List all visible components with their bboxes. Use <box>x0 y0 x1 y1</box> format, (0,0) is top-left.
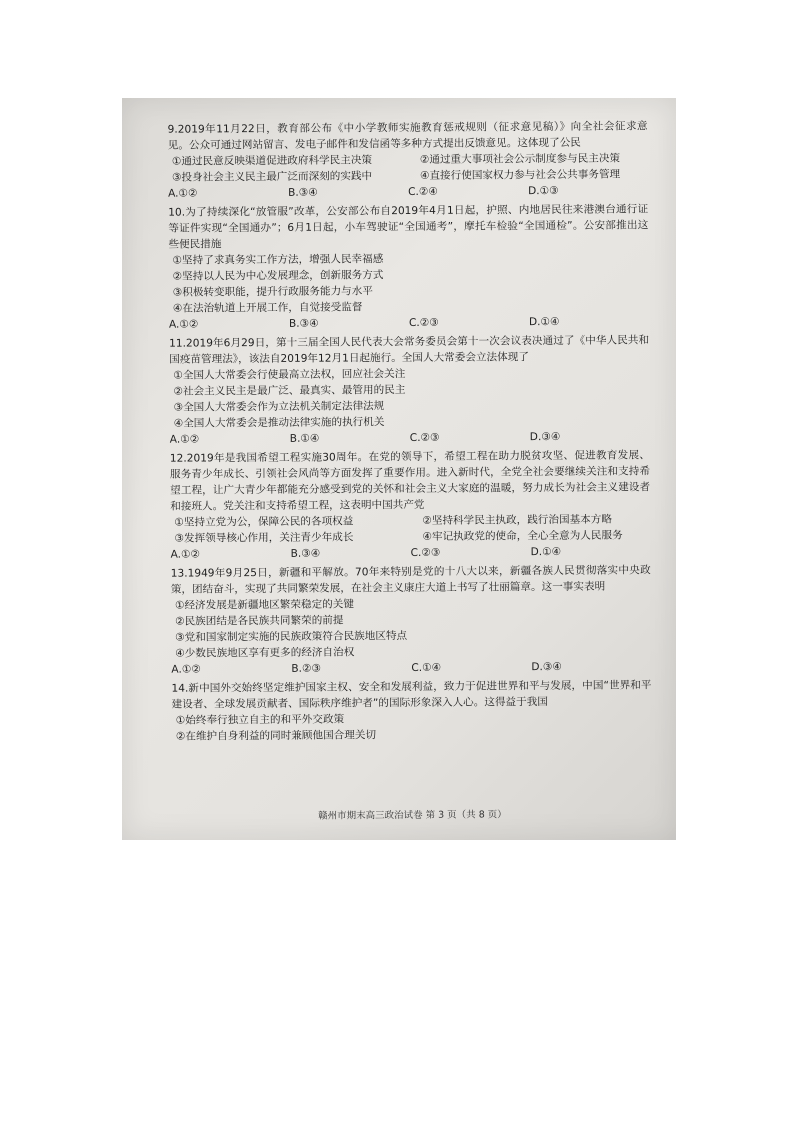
question-10 <box>168 201 649 332</box>
statement-2: ②坚持以人民为中心发展理念，创新服务方式 <box>172 269 384 283</box>
option-a: A.①② <box>169 433 200 446</box>
statement-1: ①经济发展是新疆地区繁荣稳定的关键 <box>174 598 354 612</box>
statement-3: ③积极转变职能，提升行政服务能力与水平 <box>172 285 373 299</box>
option-b: B.③④ <box>288 317 319 330</box>
statement-4: ④直接行使国家权力参与社会公共事务管理 <box>419 168 621 182</box>
question-9 <box>168 118 649 201</box>
option-c: C.②④ <box>408 185 438 199</box>
statement-2: ②坚持科学民主执政，践行治国基本方略 <box>422 513 612 527</box>
option-b: B.②③ <box>291 662 322 675</box>
question-stem: 14.新中国外交始终坚定维护国家主权、安全和发展利益，致力于促进世界和平与发展，中国“世界和平建设者、全球发展贡献者、国际秩序维护者”的国际形象深入人心。这得益于我国 <box>171 679 652 711</box>
exam-page <box>168 118 653 821</box>
statement-2: ②社会主义民主是最广泛、最真实、最管用的民主 <box>173 384 406 398</box>
question-11 <box>169 332 650 447</box>
question-stem: 10.为了持续深化“放管服”改革，公安部公布自2019年4月1日起，护照、内地居民往来港澳台通行证等证件实现“全国通办”；6月1日起，小车驾驶证“全国通考”，摩托车检验“全国通检”。公安部推出这些便民措施 <box>168 203 649 251</box>
statement-3: ③全国人大常委会作为立法机关制定法律法规 <box>173 400 385 414</box>
option-c: C.②③ <box>410 546 441 559</box>
statement-2: ②通过重大事项社会公示制度参与民主决策 <box>419 152 621 166</box>
option-a: A.①② <box>168 187 198 200</box>
statement-2: ②在维护自身利益的同时兼顾他国合理关切 <box>175 729 377 743</box>
statement-4: ④牢记执政党的使命，全心全意为人民服务 <box>422 529 623 543</box>
statement-4: ④全国人大常委会是推动法律实施的执行机关 <box>173 416 385 430</box>
question-stem: 11.2019年6月29日，第十三届全国人民代表大会常务委员会第十一次会议表决通过了《中华人民共和国疫苗管理法》，该法自2019年12月1日起施行。全国人大常委会立法体现了 <box>169 334 650 366</box>
statement-3: ③党和国家制定实施的民族政策符合民族地区特点 <box>175 630 408 644</box>
option-c: C.①④ <box>411 661 442 674</box>
question-13 <box>171 562 652 677</box>
option-d: D.③④ <box>529 430 561 444</box>
statement-2: ②民族团结是各民族共同繁荣的前提 <box>175 614 344 628</box>
option-d: D.③④ <box>531 660 562 674</box>
option-a: A.①② <box>168 318 199 331</box>
option-b: B.①④ <box>289 432 320 445</box>
option-d: D.①③ <box>528 184 559 198</box>
statement-4: ④在法治轨道上开展工作，自觉接受监督 <box>172 301 363 315</box>
statement-1: ①全国人大常委会行使最高立法权，回应社会关注 <box>173 368 406 382</box>
statement-1: ①始终奉行独立自主的和平外交政策 <box>175 713 345 727</box>
question-stem: 13.1949年9月25日，新疆和平解放。70年来特别是党的十八大以来，新疆各族人民贯彻落实中央政策，团结奋斗，实现了共同繁荣发展，在社会主义康庄大道上书写了壮丽篇章。这一事实表明 <box>170 564 651 596</box>
statement-1: ①坚持了求真务实工作方法，增强人民幸福感 <box>172 253 384 267</box>
page-footer: 赣州市期末高三政治试卷 第 3 页（共 8 页） <box>318 809 507 822</box>
option-c: C.②③ <box>409 431 440 445</box>
option-b: B.③④ <box>288 186 318 199</box>
option-a: A.①② <box>171 663 201 676</box>
statement-1: ①通过民意反映渠道促进政府科学民主决策 <box>171 154 373 168</box>
statement-4: ④少数民族地区享有更多的经济自治权 <box>175 646 355 660</box>
option-c: C.②③ <box>408 316 439 330</box>
statement-3: ③发挥领导核心作用，关注青少年成长 <box>174 531 354 545</box>
question-12 <box>170 447 651 562</box>
option-d: D.①④ <box>528 315 560 329</box>
option-d: D.①④ <box>530 545 562 559</box>
statement-3: ③投身社会主义民主最广泛而深刻的实践中 <box>171 170 373 184</box>
exam-photo <box>122 98 676 840</box>
option-b: B.③④ <box>290 547 321 560</box>
question-14 <box>171 677 651 744</box>
question-stem: 12.2019年是我国希望工程实施30周年。在党的领导下，希望工程在助力脱贫攻坚、促进教育发展、服务青少年成长、引领社会风尚等方面发挥了重要作用。进入新时代，全党全社会要继续关注和支持希望工程，让广大青少年都能充分感受到党的关怀和社会主义大家庭的温暖，努力成长为社会主义建设者和接班人。党关注和支持希望工程，这表明中国共产党 <box>169 449 651 513</box>
question-stem: 9.2019年11月22日，教育部公布《中小学教师实施教育惩戒规则（征求意见稿）》向全社会征求意见。公众可通过网站留言、发电子邮件和发信函等多种方式提出反馈意见。这体现了公民 <box>167 120 648 152</box>
statement-1: ①坚持立党为公，保障公民的各项权益 <box>174 515 354 529</box>
option-a: A.①② <box>170 548 201 561</box>
